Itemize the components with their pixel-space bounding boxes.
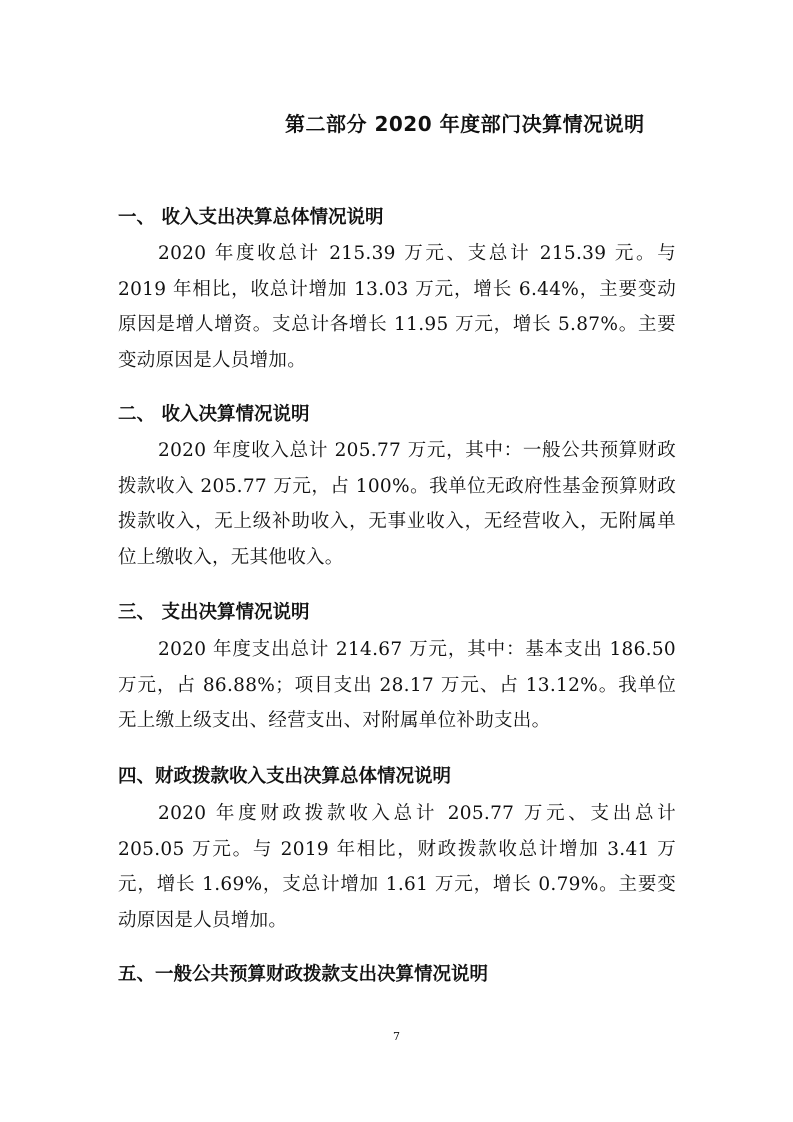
- section-paragraph-1: 2020 年度收总计 215.39 万元、支总计 215.39 元。与 2019 年相比，收总计增加 13.03 万元，增长 6.44%，主要变动原因是增人增资。支总计各增长 11.95 万元，增长 5.87%。主要变动原因是人员增加。: [118, 243, 676, 371]
- section-heading-3: 三、 支出决算情况说明: [118, 602, 310, 623]
- section-heading-4: 四、财政拨款收入支出决算总体情况说明: [118, 766, 452, 787]
- section-heading-5: 五、一般公共预算财政拨款支出决算情况说明: [118, 964, 489, 985]
- section-paragraph-2: 2020 年度收入总计 205.77 万元，其中：一般公共预算财政拨款收入 205.77 万元，占 100%。我单位无政府性基金预算财政拨款收入，无上级补助收入，无事业收入，无经营收入，无附属单位上缴收入，无其他收入。: [118, 440, 676, 568]
- section-paragraph-3: 2020 年度支出总计 214.67 万元，其中：基本支出 186.50 万元，占 86.88%；项目支出 28.17 万元、占 13.12%。我单位无上缴上级支出、经营支出、对附属单位补助支出。: [118, 639, 676, 731]
- page-title: 第二部分 2020 年度部门决算情况说明: [285, 112, 645, 136]
- page-number: 7: [393, 1030, 400, 1043]
- section-heading-2: 二、 收入决算情况说明: [118, 404, 310, 425]
- section-paragraph-4: 2020 年度财政拨款收入总计 205.77 万元、支出总计 205.05 万元。与 2019 年相比，财政拨款收总计增加 3.41 万元，增长 1.69%，支总计增加 1.61 万元，增长 0.79%。主要变动原因是人员增加。: [118, 803, 676, 931]
- section-heading-1: 一、 收入支出决算总体情况说明: [118, 207, 384, 228]
